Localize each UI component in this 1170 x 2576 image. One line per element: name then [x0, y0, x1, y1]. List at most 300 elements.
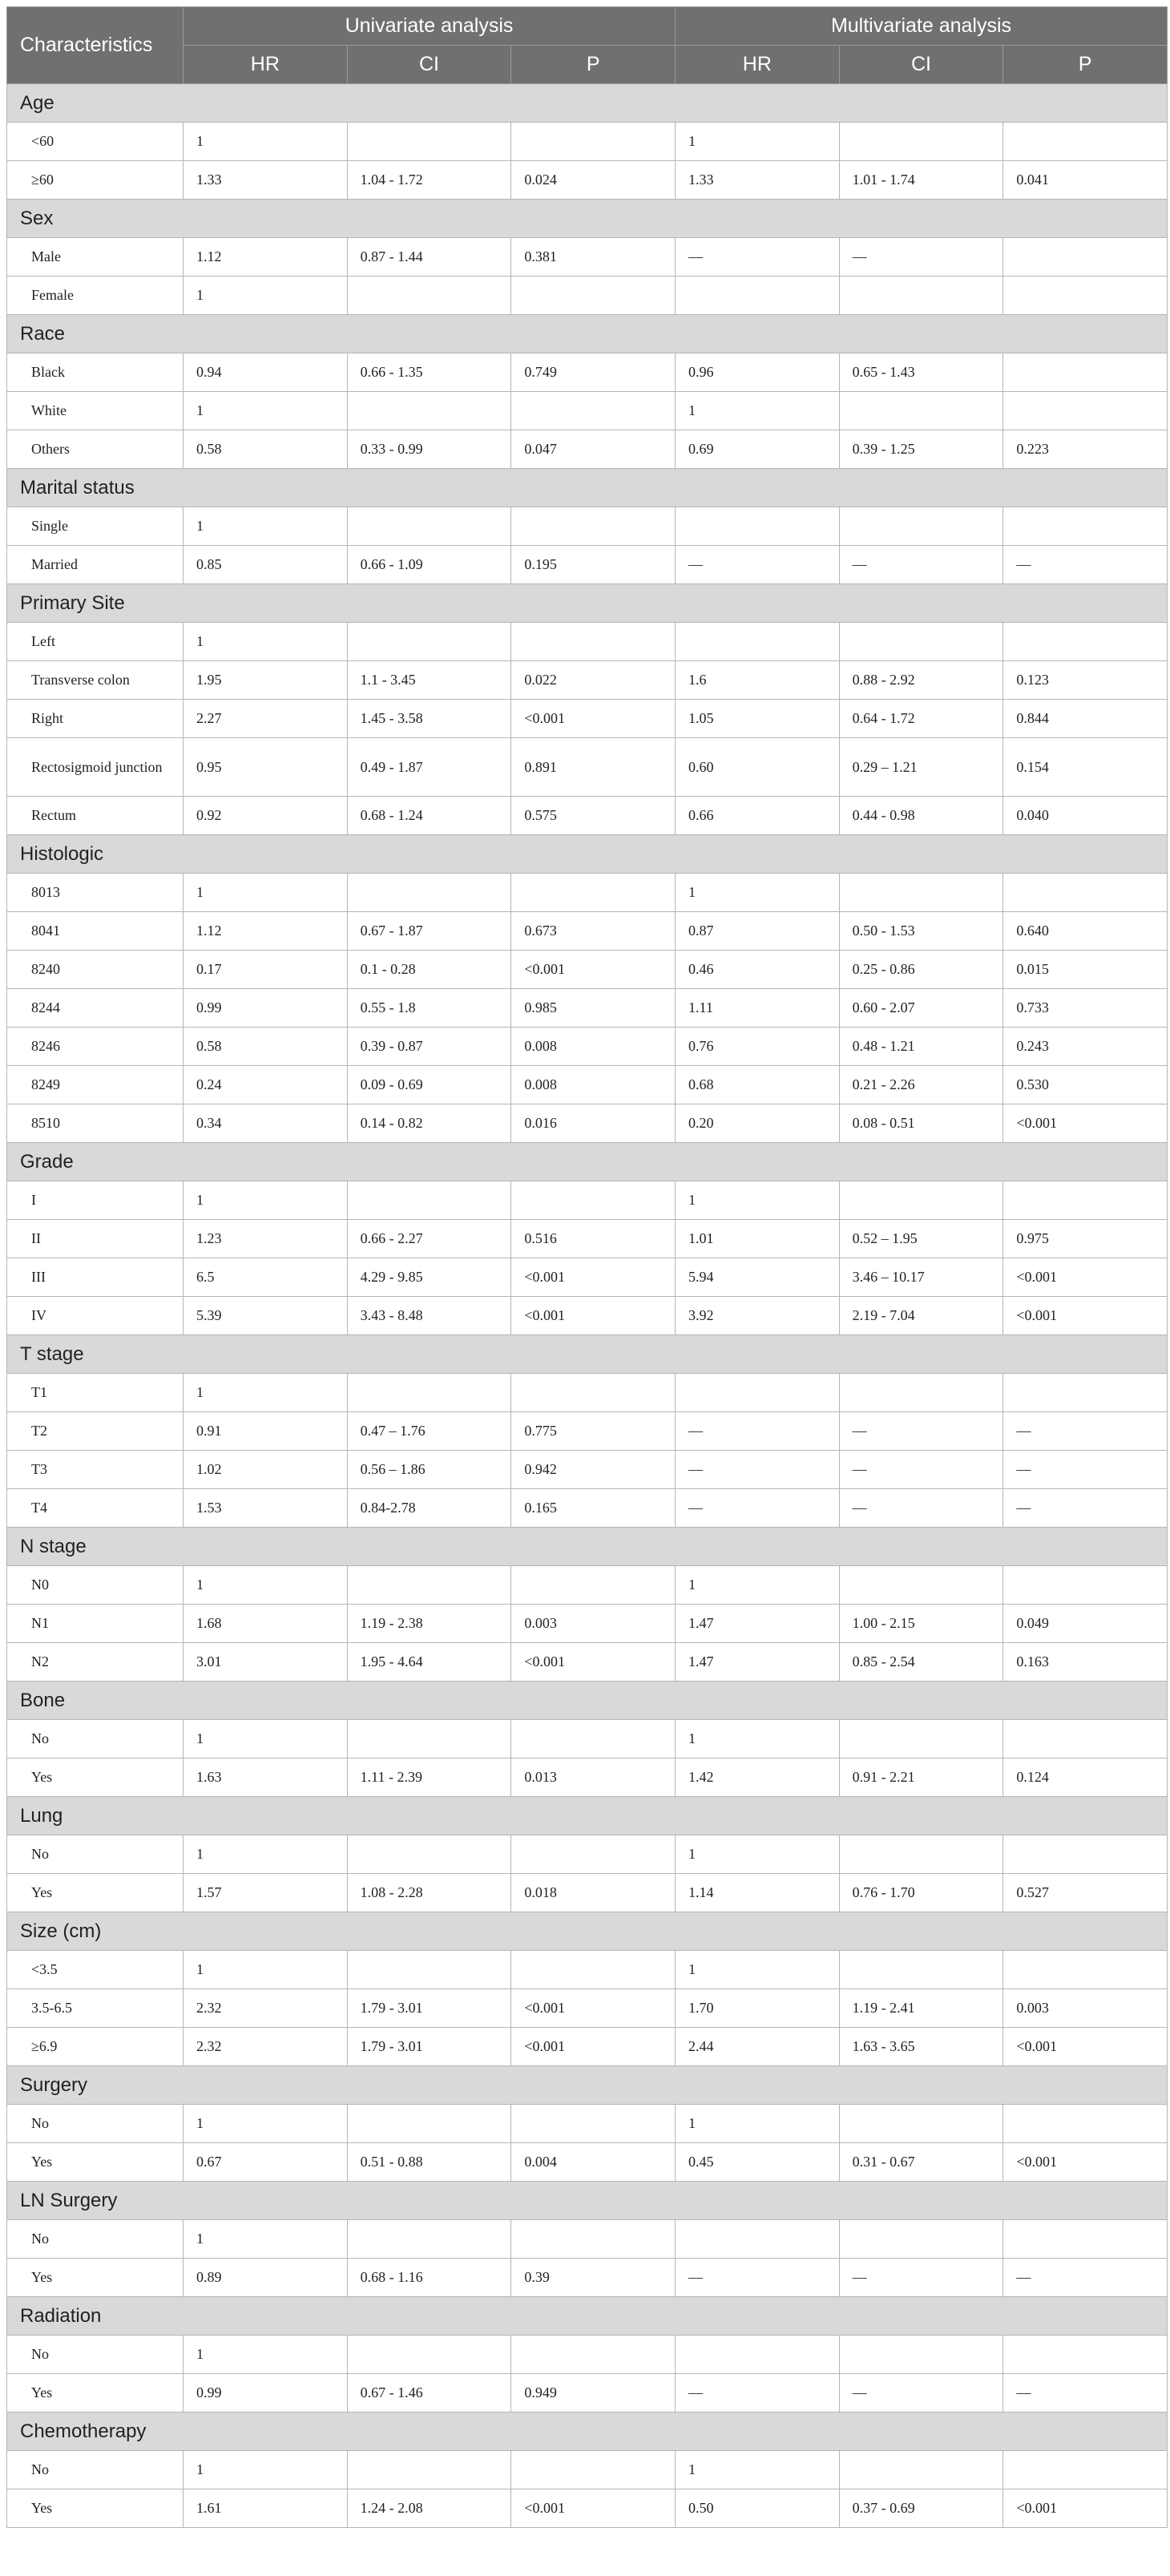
cell-multi-p — [1003, 874, 1168, 912]
section-title: T stage — [7, 1335, 1168, 1374]
cell-uni-ci: 0.14 - 0.82 — [347, 1104, 511, 1143]
row-label: Right — [7, 700, 184, 738]
cell-uni-hr: 1 — [184, 277, 348, 315]
cell-uni-ci: 0.67 - 1.87 — [347, 912, 511, 951]
row-label: Female — [7, 277, 184, 315]
row-label: Yes — [7, 1758, 184, 1797]
section-row — [7, 1797, 1168, 1835]
cell-multi-p — [1003, 277, 1168, 315]
cell-uni-ci: 0.49 - 1.87 — [347, 738, 511, 797]
table-row — [7, 238, 1168, 277]
table-row — [7, 1412, 1168, 1451]
cell-multi-ci: 0.85 - 2.54 — [839, 1643, 1003, 1682]
table-row — [7, 1874, 1168, 1912]
row-label: Male — [7, 238, 184, 277]
row-label: N0 — [7, 1566, 184, 1605]
section-title: Chemotherapy — [7, 2412, 1168, 2451]
cell-multi-ci: 2.19 - 7.04 — [839, 1297, 1003, 1335]
cell-uni-hr: 1 — [184, 1181, 348, 1220]
cell-uni-ci: 1.04 - 1.72 — [347, 161, 511, 200]
cell-uni-p — [511, 2451, 676, 2489]
cell-uni-hr: 1 — [184, 2451, 348, 2489]
cell-uni-hr: 1 — [184, 1951, 348, 1989]
row-label: Rectosigmoid junction — [7, 738, 184, 797]
cell-multi-ci — [839, 1566, 1003, 1605]
row-label: Yes — [7, 2259, 184, 2297]
cell-multi-ci: — — [839, 2374, 1003, 2412]
cell-uni-p — [511, 507, 676, 546]
section-row — [7, 84, 1168, 123]
cell-multi-ci: 0.48 - 1.21 — [839, 1028, 1003, 1066]
row-label: No — [7, 2105, 184, 2143]
table-row — [7, 2374, 1168, 2412]
table-row — [7, 353, 1168, 392]
table-row — [7, 1835, 1168, 1874]
row-label: ≥60 — [7, 161, 184, 200]
table-row — [7, 1643, 1168, 1682]
cell-multi-hr — [676, 1374, 840, 1412]
row-label: I — [7, 1181, 184, 1220]
cell-uni-hr: 0.99 — [184, 2374, 348, 2412]
cell-multi-hr: 1 — [676, 874, 840, 912]
cell-uni-p: <0.001 — [511, 700, 676, 738]
table-row — [7, 2105, 1168, 2143]
section-title: Marital status — [7, 469, 1168, 507]
cell-multi-hr: 0.20 — [676, 1104, 840, 1143]
cell-uni-ci: 0.1 - 0.28 — [347, 951, 511, 989]
cell-uni-p: 0.381 — [511, 238, 676, 277]
section-row — [7, 835, 1168, 874]
cell-multi-hr: — — [676, 238, 840, 277]
cell-uni-hr: 0.34 — [184, 1104, 348, 1143]
cell-multi-p: 0.124 — [1003, 1758, 1168, 1797]
cell-uni-hr: 0.67 — [184, 2143, 348, 2182]
cell-uni-ci: 4.29 - 9.85 — [347, 1258, 511, 1297]
cell-uni-p: <0.001 — [511, 2489, 676, 2528]
cell-multi-hr: 1 — [676, 123, 840, 161]
table-row — [7, 623, 1168, 661]
cell-multi-hr: 0.68 — [676, 1066, 840, 1104]
cell-multi-p — [1003, 1835, 1168, 1874]
cell-uni-ci: 1.11 - 2.39 — [347, 1758, 511, 1797]
section-row — [7, 2412, 1168, 2451]
row-label: N2 — [7, 1643, 184, 1682]
cell-multi-hr: 1.70 — [676, 1989, 840, 2028]
row-label: Yes — [7, 2489, 184, 2528]
cell-multi-ci: 0.29 – 1.21 — [839, 738, 1003, 797]
header-uni-ci: CI — [347, 46, 511, 84]
row-label: Yes — [7, 2374, 184, 2412]
row-label: White — [7, 392, 184, 430]
cell-uni-p — [511, 1835, 676, 1874]
cell-multi-ci — [839, 2220, 1003, 2259]
cell-uni-ci — [347, 392, 511, 430]
section-title: Age — [7, 84, 1168, 123]
cell-uni-ci: 1.95 - 4.64 — [347, 1643, 511, 1682]
table-row — [7, 1104, 1168, 1143]
table-row — [7, 2259, 1168, 2297]
row-label: T2 — [7, 1412, 184, 1451]
cell-multi-hr: 1 — [676, 1566, 840, 1605]
header-uni-p: P — [511, 46, 676, 84]
cell-uni-hr: 2.32 — [184, 1989, 348, 2028]
cell-uni-hr: 0.99 — [184, 989, 348, 1028]
table-header — [7, 7, 1168, 84]
table-row — [7, 1951, 1168, 1989]
row-label: Single — [7, 507, 184, 546]
table-row — [7, 2489, 1168, 2528]
cell-uni-p — [511, 2220, 676, 2259]
cell-uni-p: <0.001 — [511, 1258, 676, 1297]
row-label: ≥6.9 — [7, 2028, 184, 2066]
section-title: Race — [7, 315, 1168, 353]
cell-multi-p — [1003, 353, 1168, 392]
cell-multi-ci: 0.37 - 0.69 — [839, 2489, 1003, 2528]
header-row-top — [7, 7, 1168, 46]
table-row — [7, 951, 1168, 989]
row-label: <3.5 — [7, 1951, 184, 1989]
cell-uni-hr: 5.39 — [184, 1297, 348, 1335]
row-label: Yes — [7, 2143, 184, 2182]
cell-uni-p: 0.949 — [511, 2374, 676, 2412]
cell-multi-ci — [839, 2105, 1003, 2143]
cell-uni-hr: 0.85 — [184, 546, 348, 584]
cell-uni-p — [511, 277, 676, 315]
cell-uni-ci: 0.56 – 1.86 — [347, 1451, 511, 1489]
cell-multi-p — [1003, 1374, 1168, 1412]
row-label: III — [7, 1258, 184, 1297]
table-row — [7, 1066, 1168, 1104]
table-row — [7, 797, 1168, 835]
table-row — [7, 277, 1168, 315]
cell-uni-hr: 2.27 — [184, 700, 348, 738]
cell-multi-p: 0.003 — [1003, 1989, 1168, 2028]
section-title: Grade — [7, 1143, 1168, 1181]
cell-multi-ci: 0.65 - 1.43 — [839, 353, 1003, 392]
cell-uni-ci: 1.45 - 3.58 — [347, 700, 511, 738]
table-row — [7, 1028, 1168, 1066]
table-row — [7, 1605, 1168, 1643]
table-row — [7, 2143, 1168, 2182]
cell-uni-p: 0.575 — [511, 797, 676, 835]
cell-uni-ci: 0.66 - 1.09 — [347, 546, 511, 584]
table-row — [7, 1489, 1168, 1528]
cell-multi-hr: 1 — [676, 1181, 840, 1220]
cell-uni-ci — [347, 2336, 511, 2374]
cell-multi-ci: 1.00 - 2.15 — [839, 1605, 1003, 1643]
section-title: Lung — [7, 1797, 1168, 1835]
cell-uni-hr: 1 — [184, 2336, 348, 2374]
cell-multi-hr: 1.01 — [676, 1220, 840, 1258]
cell-uni-p: 0.516 — [511, 1220, 676, 1258]
cell-uni-ci: 0.68 - 1.24 — [347, 797, 511, 835]
cell-multi-p: 0.015 — [1003, 951, 1168, 989]
cell-uni-hr: 1 — [184, 2105, 348, 2143]
cell-multi-ci — [839, 123, 1003, 161]
table-row — [7, 661, 1168, 700]
row-label: 8244 — [7, 989, 184, 1028]
cell-uni-p — [511, 1181, 676, 1220]
cell-uni-hr: 1 — [184, 507, 348, 546]
header-uni-hr: HR — [184, 46, 348, 84]
cell-uni-hr: 0.58 — [184, 430, 348, 469]
cell-uni-hr: 1.12 — [184, 238, 348, 277]
cell-uni-p: 0.165 — [511, 1489, 676, 1528]
cell-uni-ci — [347, 507, 511, 546]
table-row — [7, 1989, 1168, 2028]
cell-uni-ci: 0.09 - 0.69 — [347, 1066, 511, 1104]
table-body — [7, 84, 1168, 2528]
cell-multi-p: 0.040 — [1003, 797, 1168, 835]
cell-uni-p: 0.195 — [511, 546, 676, 584]
cell-uni-hr: 1.57 — [184, 1874, 348, 1912]
cell-uni-p: 0.004 — [511, 2143, 676, 2182]
cell-uni-p: 0.749 — [511, 353, 676, 392]
cell-uni-p: 0.775 — [511, 1412, 676, 1451]
cell-uni-ci: 1.79 - 3.01 — [347, 2028, 511, 2066]
cell-multi-hr: 1 — [676, 1720, 840, 1758]
table-row — [7, 738, 1168, 797]
cell-uni-hr: 2.32 — [184, 2028, 348, 2066]
row-label: No — [7, 1835, 184, 1874]
cell-uni-p: 0.013 — [511, 1758, 676, 1797]
cell-uni-hr: 1 — [184, 1566, 348, 1605]
cell-multi-ci: — — [839, 1451, 1003, 1489]
table-row — [7, 874, 1168, 912]
table-row — [7, 2220, 1168, 2259]
cell-uni-ci — [347, 277, 511, 315]
cell-uni-hr: 0.91 — [184, 1412, 348, 1451]
cell-uni-p — [511, 874, 676, 912]
cell-uni-ci: 0.66 - 1.35 — [347, 353, 511, 392]
row-label: 3.5-6.5 — [7, 1989, 184, 2028]
cell-uni-ci: 0.87 - 1.44 — [347, 238, 511, 277]
table-row — [7, 161, 1168, 200]
cell-multi-hr: 0.87 — [676, 912, 840, 951]
row-label: T4 — [7, 1489, 184, 1528]
table-row — [7, 2336, 1168, 2374]
cell-multi-ci — [839, 2451, 1003, 2489]
table-row — [7, 1181, 1168, 1220]
cell-uni-hr: 1 — [184, 874, 348, 912]
cell-multi-ci — [839, 392, 1003, 430]
cell-multi-hr: 1.6 — [676, 661, 840, 700]
cell-multi-hr: — — [676, 546, 840, 584]
cell-uni-p: 0.047 — [511, 430, 676, 469]
cell-multi-p — [1003, 1720, 1168, 1758]
section-title: Radiation — [7, 2297, 1168, 2336]
cell-uni-ci: 0.47 – 1.76 — [347, 1412, 511, 1451]
table-row — [7, 912, 1168, 951]
table-row — [7, 123, 1168, 161]
cell-uni-hr: 1 — [184, 1720, 348, 1758]
row-label: No — [7, 2451, 184, 2489]
cell-multi-hr: — — [676, 1489, 840, 1528]
cell-multi-p: <0.001 — [1003, 2489, 1168, 2528]
cell-multi-ci: 1.63 - 3.65 — [839, 2028, 1003, 2066]
cell-uni-hr: 1.12 — [184, 912, 348, 951]
cell-multi-ci — [839, 623, 1003, 661]
cell-multi-ci: — — [839, 238, 1003, 277]
cell-uni-hr: 1.61 — [184, 2489, 348, 2528]
table-row — [7, 507, 1168, 546]
row-label: T1 — [7, 1374, 184, 1412]
cell-uni-ci: 0.39 - 0.87 — [347, 1028, 511, 1066]
cell-uni-p — [511, 2105, 676, 2143]
cell-multi-ci: — — [839, 2259, 1003, 2297]
cell-multi-ci: 3.46 – 10.17 — [839, 1258, 1003, 1297]
row-label: IV — [7, 1297, 184, 1335]
cell-uni-p: 0.022 — [511, 661, 676, 700]
cell-uni-hr: 3.01 — [184, 1643, 348, 1682]
header-univariate: Univariate analysis — [184, 7, 676, 46]
cell-uni-ci — [347, 1835, 511, 1874]
cell-multi-p — [1003, 238, 1168, 277]
table-row — [7, 392, 1168, 430]
row-label: T3 — [7, 1451, 184, 1489]
header-multi-ci: CI — [839, 46, 1003, 84]
header-multi-p: P — [1003, 46, 1168, 84]
row-label: 8013 — [7, 874, 184, 912]
cell-multi-hr: 1.33 — [676, 161, 840, 200]
table-row — [7, 2451, 1168, 2489]
cell-uni-p: 0.008 — [511, 1028, 676, 1066]
cell-uni-ci: 0.68 - 1.16 — [347, 2259, 511, 2297]
cell-uni-hr: 1.33 — [184, 161, 348, 200]
cell-uni-ci — [347, 874, 511, 912]
cell-multi-ci — [839, 1835, 1003, 1874]
cell-multi-hr: 1.05 — [676, 700, 840, 738]
cell-multi-ci: 0.08 - 0.51 — [839, 1104, 1003, 1143]
cell-multi-ci: 0.25 - 0.86 — [839, 951, 1003, 989]
cell-uni-ci — [347, 1566, 511, 1605]
cell-multi-p — [1003, 123, 1168, 161]
section-title: Surgery — [7, 2066, 1168, 2105]
cell-uni-p: 0.003 — [511, 1605, 676, 1643]
cell-multi-p — [1003, 2105, 1168, 2143]
cell-multi-hr — [676, 277, 840, 315]
cell-uni-hr: 1 — [184, 2220, 348, 2259]
cell-uni-ci: 1.19 - 2.38 — [347, 1605, 511, 1643]
cell-uni-hr: 1 — [184, 1835, 348, 1874]
section-row — [7, 2182, 1168, 2220]
section-title: Bone — [7, 1682, 1168, 1720]
cell-multi-p: — — [1003, 1451, 1168, 1489]
cell-uni-ci: 1.1 - 3.45 — [347, 661, 511, 700]
section-row — [7, 1912, 1168, 1951]
cell-multi-p: <0.001 — [1003, 1297, 1168, 1335]
cell-multi-hr — [676, 507, 840, 546]
cell-multi-hr: 0.96 — [676, 353, 840, 392]
cell-uni-hr: 0.17 — [184, 951, 348, 989]
cell-uni-p: 0.39 — [511, 2259, 676, 2297]
cell-multi-p: 0.154 — [1003, 738, 1168, 797]
cell-multi-hr: 1 — [676, 2105, 840, 2143]
cell-uni-p: 0.018 — [511, 1874, 676, 1912]
cell-multi-p: 0.527 — [1003, 1874, 1168, 1912]
cell-uni-p: 0.673 — [511, 912, 676, 951]
cell-uni-p: <0.001 — [511, 951, 676, 989]
cell-uni-p: 0.985 — [511, 989, 676, 1028]
cell-multi-hr: 0.50 — [676, 2489, 840, 2528]
cell-multi-ci — [839, 874, 1003, 912]
cell-multi-ci: 0.44 - 0.98 — [839, 797, 1003, 835]
row-label: Left — [7, 623, 184, 661]
section-row — [7, 1682, 1168, 1720]
row-label: Black — [7, 353, 184, 392]
cell-multi-hr: — — [676, 1451, 840, 1489]
cell-multi-p: <0.001 — [1003, 1258, 1168, 1297]
section-row — [7, 1528, 1168, 1566]
cell-multi-p — [1003, 1951, 1168, 1989]
cell-multi-hr: 1 — [676, 1951, 840, 1989]
row-label: Rectum — [7, 797, 184, 835]
cell-multi-p: <0.001 — [1003, 1104, 1168, 1143]
cell-uni-ci: 0.33 - 0.99 — [347, 430, 511, 469]
table-row — [7, 1451, 1168, 1489]
cell-multi-hr: 1 — [676, 392, 840, 430]
cell-multi-ci: 1.19 - 2.41 — [839, 1989, 1003, 2028]
cell-uni-hr: 1 — [184, 123, 348, 161]
cell-uni-p: <0.001 — [511, 1297, 676, 1335]
section-title: Histologic — [7, 835, 1168, 874]
cell-multi-ci: 0.91 - 2.21 — [839, 1758, 1003, 1797]
cell-multi-p: 0.530 — [1003, 1066, 1168, 1104]
row-label: 8041 — [7, 912, 184, 951]
table-row — [7, 2028, 1168, 2066]
cell-multi-p — [1003, 392, 1168, 430]
section-title: Primary Site — [7, 584, 1168, 623]
row-label: No — [7, 2336, 184, 2374]
cell-multi-hr: 1.42 — [676, 1758, 840, 1797]
cell-uni-ci — [347, 1951, 511, 1989]
cell-multi-ci — [839, 1374, 1003, 1412]
cell-multi-p — [1003, 2220, 1168, 2259]
header-multi-hr: HR — [676, 46, 840, 84]
cell-multi-hr: 0.69 — [676, 430, 840, 469]
row-label: 8510 — [7, 1104, 184, 1143]
cell-multi-p — [1003, 1566, 1168, 1605]
cell-multi-p: 0.640 — [1003, 912, 1168, 951]
row-label: Married — [7, 546, 184, 584]
cell-uni-p — [511, 1951, 676, 1989]
table-row — [7, 1220, 1168, 1258]
table-row — [7, 1374, 1168, 1412]
cell-uni-hr: 0.58 — [184, 1028, 348, 1066]
cell-uni-p — [511, 623, 676, 661]
section-row — [7, 1143, 1168, 1181]
cell-multi-p: 0.733 — [1003, 989, 1168, 1028]
cell-uni-ci: 1.79 - 3.01 — [347, 1989, 511, 2028]
section-title: Sex — [7, 200, 1168, 238]
cell-uni-hr: 1.02 — [184, 1451, 348, 1489]
cell-uni-p: 0.942 — [511, 1451, 676, 1489]
cell-uni-ci — [347, 2451, 511, 2489]
section-title: N stage — [7, 1528, 1168, 1566]
row-label: 8249 — [7, 1066, 184, 1104]
cell-uni-p — [511, 123, 676, 161]
row-label: Transverse colon — [7, 661, 184, 700]
table-row — [7, 546, 1168, 584]
cell-multi-hr: 1.14 — [676, 1874, 840, 1912]
cell-multi-p: 0.223 — [1003, 430, 1168, 469]
cell-multi-hr — [676, 623, 840, 661]
cell-multi-ci: 1.01 - 1.74 — [839, 161, 1003, 200]
cell-multi-hr: 0.76 — [676, 1028, 840, 1066]
cell-uni-hr: 1.53 — [184, 1489, 348, 1528]
cell-uni-hr: 0.89 — [184, 2259, 348, 2297]
cell-multi-ci: 0.64 - 1.72 — [839, 700, 1003, 738]
